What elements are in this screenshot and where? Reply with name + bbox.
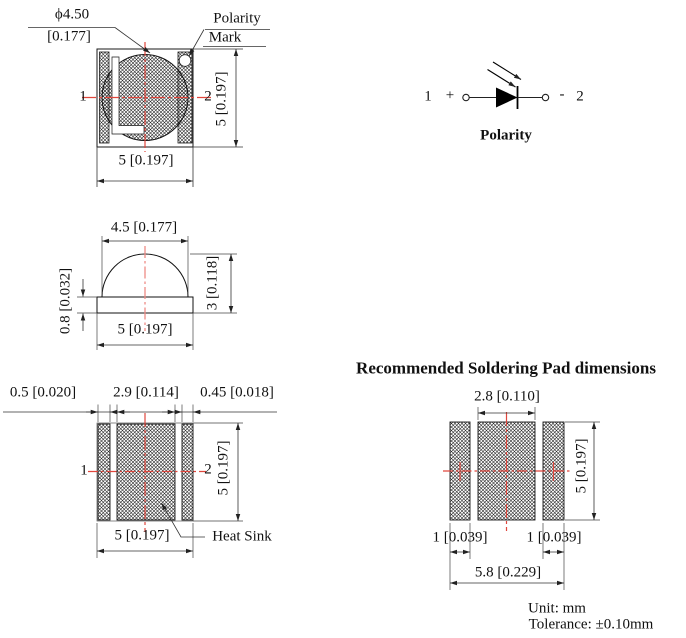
bottom-view-dim-right-pad: 0.45 [0.018]: [200, 384, 274, 401]
polarity-caption: Polarity: [480, 127, 532, 144]
bottom-view-pin1-label: 1: [80, 462, 88, 479]
bottom-view-dim-width: 5 [0.197]: [114, 527, 170, 544]
top-view-pin1-label: 1: [79, 88, 87, 105]
dim-diameter-mm: ϕ4.50: [54, 6, 90, 23]
polarity-mark-label-line2: Mark: [208, 29, 242, 46]
bottom-view-dim-center-pad: 2.9 [0.114]: [113, 384, 179, 401]
cathode-terminal: [542, 94, 548, 100]
polarity-mark-label-line1: Polarity: [213, 10, 261, 27]
diode-triangle: [496, 88, 518, 108]
tolerance-note: Tolerance: ±0.10mm: [528, 616, 654, 633]
side-view-dim-total-height: 3 [0.118]: [204, 255, 221, 311]
unit-note: Unit: mm: [528, 600, 586, 617]
side-view-dim-base-height: 0.8 [0.032]: [57, 267, 74, 335]
side-view-dim-dome-width: 4.5 [0.177]: [110, 219, 178, 236]
dim-diameter-in: [0.177]: [47, 28, 91, 45]
solder-dim-right-pad: 1 [0.039]: [526, 529, 582, 546]
soldering-pad-drawing: [443, 407, 600, 590]
side-view-dim-width: 5 [0.197]: [117, 321, 173, 338]
top-view-dim-height: 5 [0.197]: [213, 71, 230, 127]
emission-arrows: [488, 62, 522, 87]
bottom-view-dim-height: 5 [0.197]: [215, 440, 232, 496]
polarity-pin2-label: 2: [576, 88, 584, 105]
top-view-pin2-label: 2: [204, 88, 212, 105]
polarity-mark-dot: [179, 55, 191, 67]
solder-dim-center-pad: 2.8 [0.110]: [474, 388, 540, 405]
polarity-pin1-label: 1: [424, 88, 432, 105]
bottom-view-dim-left-pad: 0.5 [0.020]: [9, 384, 77, 401]
heat-sink-label: Heat Sink: [212, 528, 272, 545]
soldering-pad-title: Recommended Soldering Pad dimensions: [356, 358, 656, 378]
top-view-dim-width: 5 [0.197]: [118, 152, 174, 169]
bottom-view-pin2-label: 2: [204, 461, 212, 478]
solder-dim-left-pad: 1 [0.039]: [432, 529, 488, 546]
polarity-symbol-drawing: [463, 62, 549, 109]
polarity-minus-sign: -: [559, 86, 565, 103]
anode-terminal: [463, 94, 469, 100]
solder-dim-overall-width: 5.8 [0.229]: [474, 564, 542, 581]
solder-dim-height: 5 [0.197]: [573, 438, 590, 494]
polarity-plus-sign: +: [445, 87, 455, 104]
